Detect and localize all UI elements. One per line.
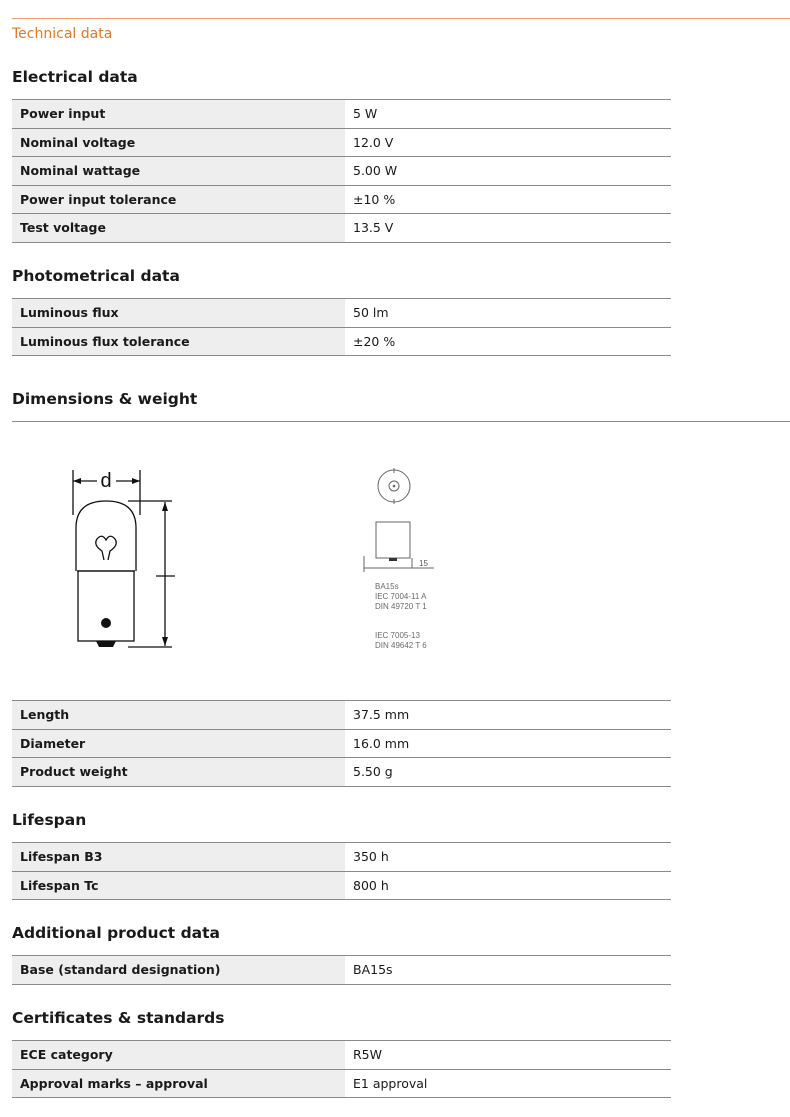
row-value: 13.5 V <box>345 214 671 243</box>
row-value: 5.00 W <box>345 157 671 186</box>
base-side-label: 15 <box>419 559 428 568</box>
table-row <box>12 729 671 758</box>
row-key: Approval marks – approval <box>12 1069 345 1098</box>
table-row <box>12 128 671 157</box>
standard-notes-2 <box>375 631 427 651</box>
table-row <box>12 843 671 872</box>
table-row <box>12 1041 671 1070</box>
table-row <box>12 956 671 985</box>
table-row <box>12 327 671 356</box>
page-label: Technical data <box>12 26 113 42</box>
dimension-label-d: d <box>100 470 112 492</box>
row-key: Product weight <box>12 758 345 787</box>
standard-notes-1 <box>375 582 427 612</box>
section-title-additional: Additional product data <box>12 924 221 942</box>
row-value: ±20 % <box>345 327 671 356</box>
lamp-dimension-drawing <box>60 455 190 655</box>
section-title-electrical: Electrical data <box>12 68 138 86</box>
row-key: Lifespan Tc <box>12 871 345 900</box>
row-value: ±10 % <box>345 185 671 214</box>
row-value: E1 approval <box>345 1069 671 1098</box>
row-key: Length <box>12 701 345 730</box>
base-drawing <box>360 460 470 660</box>
note-line: DIN 49720 T 1 <box>375 602 427 611</box>
table-row <box>12 100 671 129</box>
row-value: 50 lm <box>345 299 671 328</box>
row-value: 800 h <box>345 871 671 900</box>
row-key: Power input <box>12 100 345 129</box>
row-key: Lifespan B3 <box>12 843 345 872</box>
row-value: 5 W <box>345 100 671 129</box>
table-row <box>12 758 671 787</box>
row-value: 37.5 mm <box>345 701 671 730</box>
row-key: Power input tolerance <box>12 185 345 214</box>
table-row <box>12 1069 671 1098</box>
row-value: BA15s <box>345 956 671 985</box>
note-line: BA15s <box>375 582 399 591</box>
table-row <box>12 214 671 243</box>
table-row <box>12 299 671 328</box>
row-key: Base (standard designation) <box>12 956 345 985</box>
table-row <box>12 185 671 214</box>
row-value: 16.0 mm <box>345 729 671 758</box>
table-row <box>12 701 671 730</box>
table-row <box>12 157 671 186</box>
section-title-certificates: Certificates & standards <box>12 1009 225 1027</box>
row-key: ECE category <box>12 1041 345 1070</box>
table-row <box>12 871 671 900</box>
section-title-lifespan: Lifespan <box>12 811 87 829</box>
row-value: 350 h <box>345 843 671 872</box>
electrical-table <box>12 99 671 243</box>
row-value: 5.50 g <box>345 758 671 787</box>
row-value: 12.0 V <box>345 128 671 157</box>
row-key: Nominal wattage <box>12 157 345 186</box>
row-key: Test voltage <box>12 214 345 243</box>
note-line: DIN 49642 T 6 <box>375 641 427 650</box>
row-value: R5W <box>345 1041 671 1070</box>
top-rule <box>12 18 790 19</box>
section-title-dimensions: Dimensions & weight <box>12 390 198 408</box>
row-key: Luminous flux <box>12 299 345 328</box>
row-key: Diameter <box>12 729 345 758</box>
section-title-photometrical: Photometrical data <box>12 267 180 285</box>
row-key: Nominal voltage <box>12 128 345 157</box>
note-line: IEC 7004-11 A <box>375 592 427 601</box>
certificates-table <box>12 1040 671 1098</box>
row-key: Luminous flux tolerance <box>12 327 345 356</box>
dimensions-table <box>12 700 671 787</box>
additional-table <box>12 955 671 985</box>
note-line: IEC 7005-13 <box>375 631 420 640</box>
photometrical-table <box>12 298 671 356</box>
dimensions-rule <box>12 421 790 422</box>
lifespan-table <box>12 842 671 900</box>
